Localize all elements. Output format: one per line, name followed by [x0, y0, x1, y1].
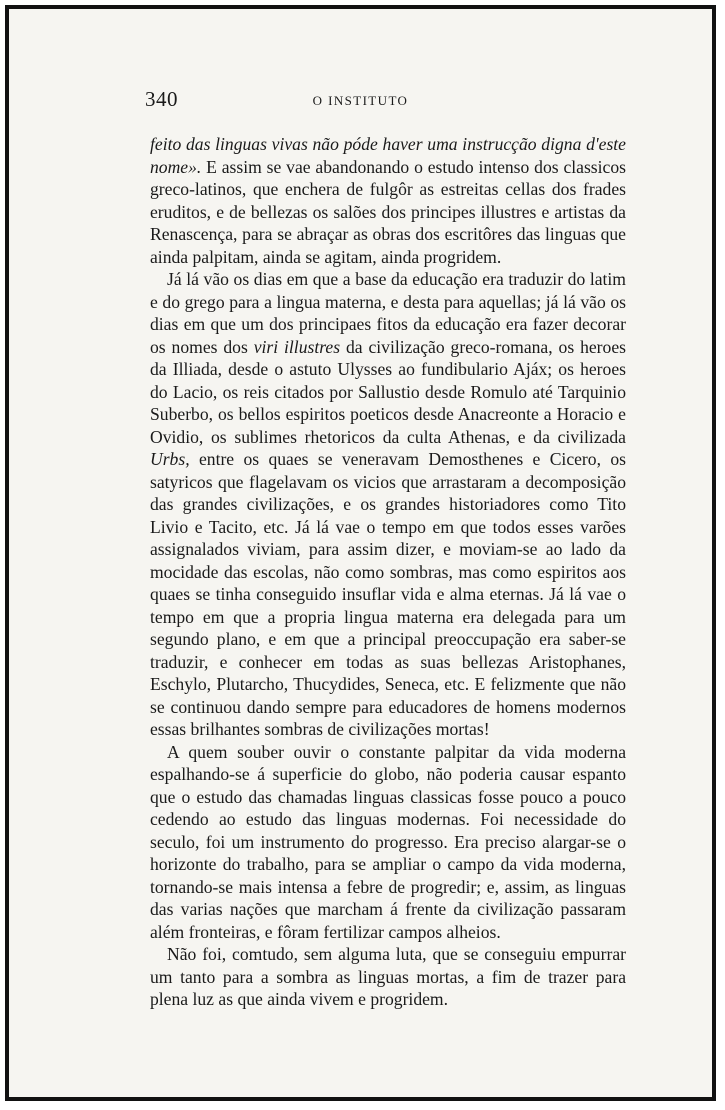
italic-phrase: Urbs,: [150, 449, 190, 469]
page-header: [9, 87, 712, 117]
page-number: 340: [145, 87, 178, 111]
body-text: [150, 133, 626, 1011]
text-run: Já lá vão os dias em que a base da educação era traduzir do latim e do grego para a lingua materna, e desta para aquellas; já lá vão os dias em que um dos principaes fitos da educação era fazer decorar os nomes dos: [150, 269, 626, 357]
text-run: da civilização greco-romana, os heroes da Illiada, desde o astuto Ulysses ao fundibulario Ajáx; os heroes do Lacio, os reis citados por Sallustio desde Romulo até Tarquinio Suberbo, os bellos espiritos poeticos desde Anacreonte a Horacio e Ovidio, os sublimes rhetoricos da culta Athenas, e da civilizada: [150, 336, 626, 447]
paragraph: A quem souber ouvir o constante palpitar da vida moderna espalhando-se á superficie do globo, não poderia causar espanto que o estudo das chamadas linguas classicas fosse pouco a pouco cedendo ao estudo das linguas modernas. Foi necessidade do seculo, foi um instrumento do progresso. Era preciso alargar-se o horizonte do trabalho, para se ampliar o campo da vida moderna, tornando-se mais intensa a febre de progredir; e, assim, as linguas das varias nações que marcham á frente da civilização passaram além fronteiras, e fôram fertilizar campos alheios.: [150, 741, 626, 942]
text-run: entre os quaes se veneravam Demosthenes e Cicero, os satyricos que flagelavam os vicios que arrastaram a decomposição das grandes civilizações, e os grandes historiadores como Tito Livio e Tacito, etc. Já lá vae o tempo em que todos esses varões assignalados viviam, para assim dizer, e moviam-se ao lado da mocidade das escolas, não como sombras, mas como espiritos aos quaes se tinha conseguido insuflar vida e alma eternas. Já lá vae o tempo em que a propria lingua materna era delegada para um segundo plano, e em que a principal preoccupação era saber-se traduzir, e conhecer em todas as suas bellezas Aristophanes, Eschylo, Plutarcho, Thucydides, Seneca, etc. E felizmente que não se continuou dando sempre para educadores de homens modernos essas brilhantes sombras de civilizações mortas!: [150, 449, 626, 739]
italic-phrase: viri illustres: [253, 336, 341, 357]
paragraph: [150, 133, 626, 268]
italic-phrase: feito das linguas vivas não póde haver uma instrucção digna d'este nome».: [150, 134, 626, 177]
running-title: O INSTITUTO: [312, 93, 409, 108]
paragraph: Não foi, comtudo, sem alguma luta, que se conseguiu empurrar um tanto para a sombra as linguas mortas, a fim de trazer para plena luz as que ainda vivem e progridem.: [150, 944, 626, 1009]
page-frame: [5, 5, 716, 1101]
text-run: E assim se vae abandonando o estudo intenso dos classicos greco-latinos, que enchera de fulgôr as estreitas cellas dos frades eruditos, e de bellezas os salões dos principes illustres e artistas da Renascença, para se abraçar as obras dos escritôres das linguas que ainda palpitam, ainda se agitam, ainda progridem.: [150, 156, 626, 267]
paragraph: [150, 268, 626, 741]
